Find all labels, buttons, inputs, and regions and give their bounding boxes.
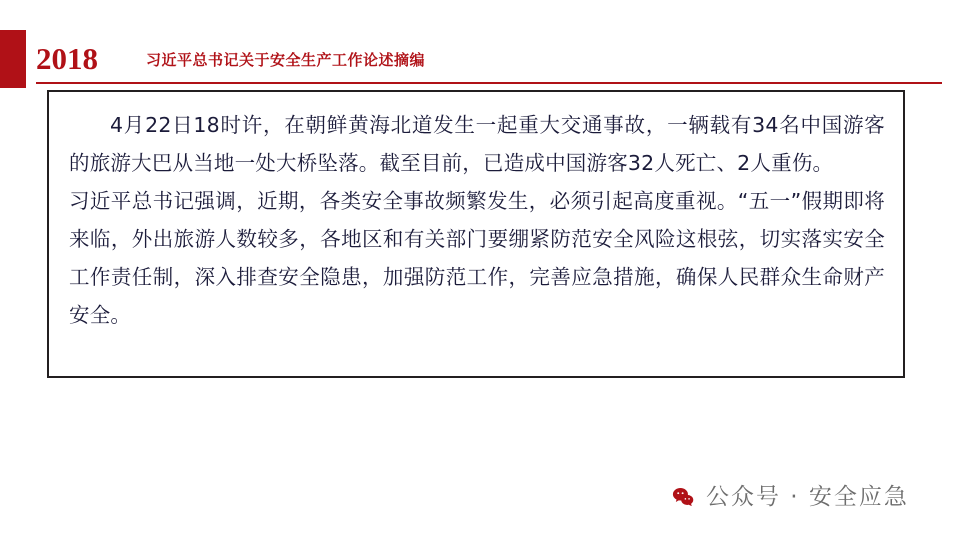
header-divider	[36, 82, 942, 84]
watermark-text: 公众号 · 安全应急	[706, 484, 909, 510]
paragraph-1: 4月22日18时许，在朝鲜黄海北道发生一起重大交通事故，一辆载有34名中国游客的旅游大巴从当地一处大桥坠落。截至目前，已造成中国游客32人死亡、2人重伤。	[69, 113, 885, 175]
year-label: 2018	[36, 41, 98, 76]
content-textbox	[47, 90, 905, 378]
header-accent-bar	[0, 30, 26, 88]
paragraph-2: 习近平总书记强调，近期，各类安全事故频繁发生，必须引起高度重视。“五一”假期即将来临，外出旅游人数较多，各地区和有关部门要绷紧防范安全风险这根弦，切实落实安全工作责任制，深入排查安全隐患，加强防范工作，完善应急措施，确保人民群众生命财产安全。	[69, 189, 885, 327]
page-title: 习近平总书记关于安全生产工作论述摘编	[146, 51, 426, 69]
slide-header	[0, 30, 960, 90]
wechat-logo-icon	[672, 486, 694, 508]
watermark	[672, 480, 909, 514]
